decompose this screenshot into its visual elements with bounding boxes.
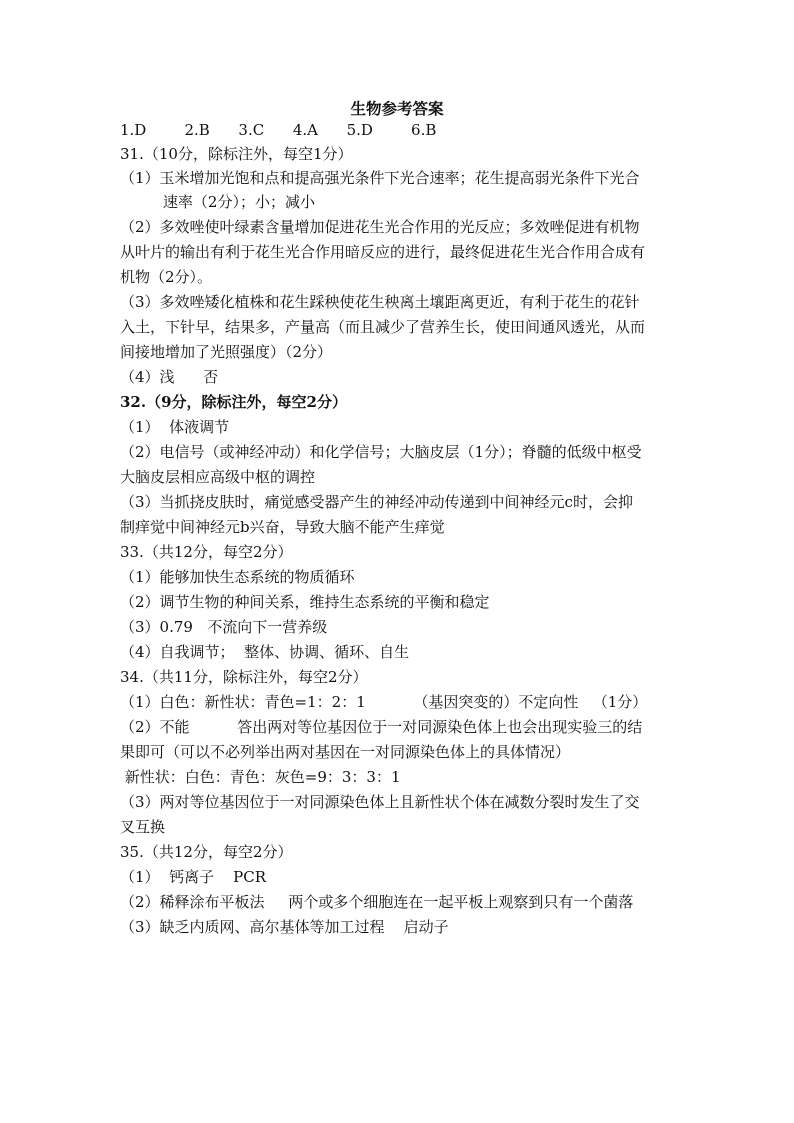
q31-answer-line: （4）浅 否 <box>120 368 219 386</box>
q34-answer-line: （3）两对等位基因位于一对同源染色体上且新性状个体在减数分裂时发生了交 <box>120 793 640 811</box>
q31-header: 31.（10分，除标注外，每空1分） <box>120 145 353 163</box>
q34-header: 34.（共11分，除标注外，每空2分） <box>120 668 368 686</box>
q35-header: 35.（共12分，每空2分） <box>120 843 293 861</box>
q31-answer-line: 从叶片的输出有利于花生光合作用暗反应的进行，最终促进花生光合作用合成有 <box>120 243 646 261</box>
q34-answer-line: 新性状：白色：青色：灰色=9：3：3：1 <box>120 768 401 786</box>
q31-answer-line: 间接地增加了光照强度）（2分） <box>120 343 333 361</box>
q32-answer-line: （2）电信号（或神经冲动）和化学信号；大脑皮层（1分）；脊髓的低级中枢受 <box>120 443 642 461</box>
q34-answer-line: （1）白色：新性状：青色=1：2：1 （基因突变的）不定向性 （1分） <box>120 693 648 711</box>
q33-answer-line: （2）调节生物的种间关系，维持生态系统的平衡和稳定 <box>120 593 490 611</box>
q33-answer-line: （4）自我调节； 整体、协调、循环、自生 <box>120 643 410 661</box>
q35-answer-line: （2）稀释涂布平板法 两个或多个细胞连在一起平板上观察到只有一个菌落 <box>120 893 634 911</box>
q32-answer-line: （3）当抓挠皮肤时，痛觉感受器产生的神经冲动传递到中间神经元c时，会抑 <box>120 493 633 511</box>
q33-answer-line: （1）能够加快生态系统的物质循环 <box>120 568 355 586</box>
q34-answer-line: （2）不能 答出两对等位基因位于一对同源染色体上也会出现实验三的结 <box>120 718 643 736</box>
q31-answer-line: 速率（2分）；小；减小 <box>120 193 315 211</box>
q32-answer-line: 大脑皮层相应高级中枢的调控 <box>120 468 316 486</box>
q31-answer-line: 机物（2分）。 <box>120 268 213 286</box>
q33-header: 33.（共12分，每空2分） <box>120 543 293 561</box>
q34-answer-line: 叉互换 <box>120 818 166 836</box>
choice-answers: 1.D 2.B 3.C 4.A 5.D 6.B <box>120 121 437 139</box>
page-title: 生物参考答案 <box>350 99 444 118</box>
q35-answer-line: （1） 钙离子 PCR <box>120 868 267 886</box>
q32-answer-line: 制痒觉中间神经元b兴奋，导致大脑不能产生痒觉 <box>120 518 445 536</box>
q35-answer-line: （3）缺乏内质网、高尔基体等加工过程 启动子 <box>120 918 449 936</box>
q34-answer-line: 果即可（可以不必列举出两对基因在一对同源染色体上的具体情况） <box>120 743 571 761</box>
q33-answer-line: （3）0.79 不流向下一营养级 <box>120 618 328 636</box>
q31-answer-line: （1）玉米增加光饱和点和提高强光条件下光合速率；花生提高弱光条件下光合 <box>120 169 640 187</box>
q32-header: 32.（9分，除标注外，每空2分） <box>120 393 347 411</box>
q31-answer-line: （2）多效唑使叶绿素含量增加促进花生光合作用的光反应；多效唑促进有机物 <box>120 218 640 236</box>
q32-answer-line: （1） 体液调节 <box>120 418 230 436</box>
q31-answer-line: 入土，下针早，结果多，产量高（而且减少了营养生长，使田间通风透光，从而 <box>120 318 646 336</box>
q31-answer-line: （3）多效唑矮化植株和花生踩秧使花生秧离土壤距离更近，有利于花生的花针 <box>120 293 640 311</box>
